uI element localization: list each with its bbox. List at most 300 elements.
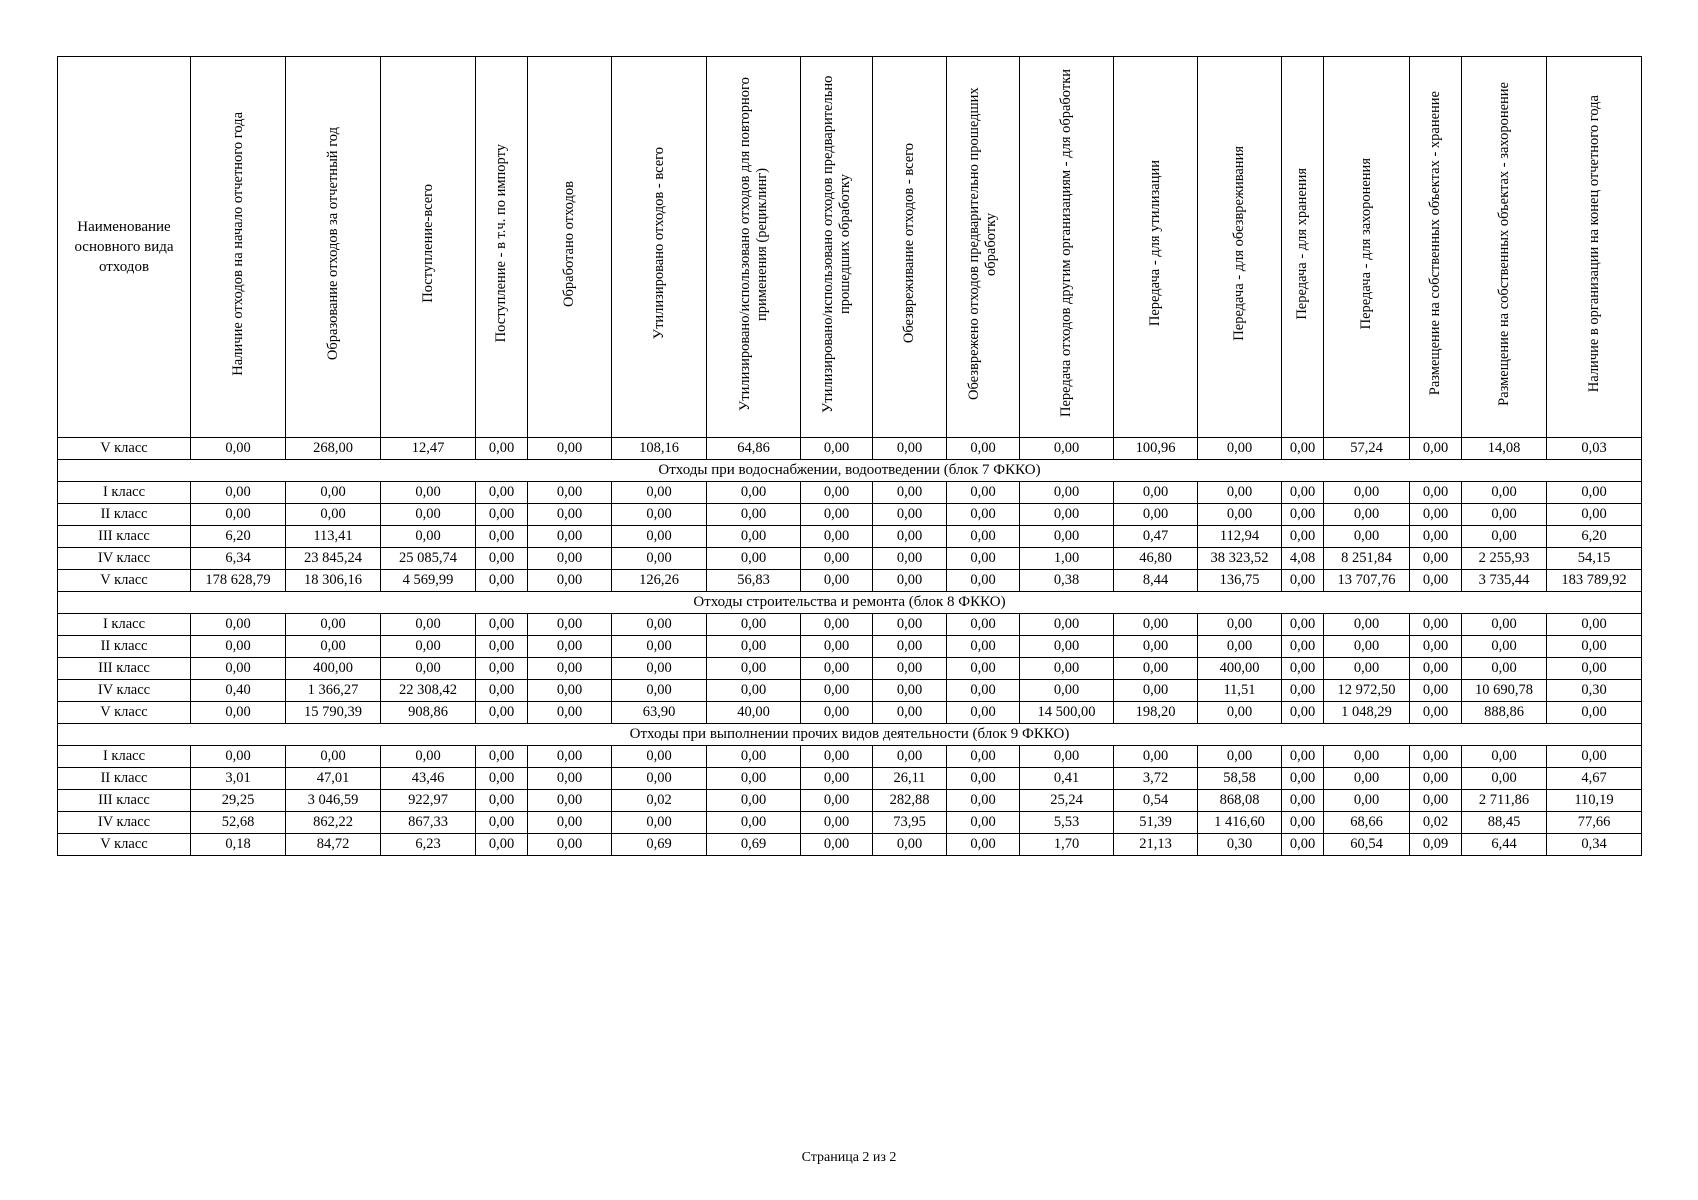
column-header: Поступление - в т.ч. по импорту	[476, 57, 528, 438]
table-cell: 0,00	[1324, 636, 1410, 658]
table-cell: 23 845,24	[286, 548, 381, 570]
table-cell: 0,00	[476, 768, 528, 790]
row-label: V класс	[58, 438, 191, 460]
table-cell: 126,26	[612, 570, 707, 592]
waste-report-table	[57, 56, 1642, 856]
table-cell: 14,08	[1462, 438, 1547, 460]
table-cell: 6,20	[191, 526, 286, 548]
table-cell: 13 707,76	[1324, 570, 1410, 592]
table-cell: 0,00	[528, 504, 612, 526]
table-cell: 0,00	[1462, 768, 1547, 790]
table-cell: 0,00	[1547, 504, 1642, 526]
table-cell: 0,00	[476, 504, 528, 526]
table-cell: 0,00	[1282, 504, 1324, 526]
table-cell: 0,02	[612, 790, 707, 812]
row-label: V класс	[58, 570, 191, 592]
table-cell: 0,00	[1462, 636, 1547, 658]
table-cell: 22 308,42	[381, 680, 476, 702]
table-cell: 888,86	[1462, 702, 1547, 724]
table-cell: 0,00	[191, 702, 286, 724]
column-header: Наличие отходов на начало отчетного года	[191, 57, 286, 438]
table-cell: 6,23	[381, 834, 476, 856]
table-cell: 0,00	[1410, 658, 1462, 680]
table-cell: 25 085,74	[381, 548, 476, 570]
table-cell: 0,00	[1462, 526, 1547, 548]
column-header: Утилизировано/использовано отходов для повторного применения (рециклинг)	[707, 57, 801, 438]
table-cell: 0,00	[286, 614, 381, 636]
table-cell: 0,00	[1324, 746, 1410, 768]
table-cell: 0,00	[381, 504, 476, 526]
table-cell: 183 789,92	[1547, 570, 1642, 592]
table-cell: 0,00	[528, 438, 612, 460]
column-header: Обработано отходов	[528, 57, 612, 438]
row-label: IV класс	[58, 548, 191, 570]
table-cell: 29,25	[191, 790, 286, 812]
table-cell: 0,00	[947, 482, 1020, 504]
table-cell: 0,00	[476, 548, 528, 570]
table-cell: 0,00	[1410, 614, 1462, 636]
table-cell: 0,00	[1198, 636, 1282, 658]
table-cell: 0,00	[873, 504, 947, 526]
table-cell: 0,00	[1547, 614, 1642, 636]
table-cell: 4 569,99	[381, 570, 476, 592]
table-cell: 922,97	[381, 790, 476, 812]
table-cell: 0,00	[873, 680, 947, 702]
table-row	[58, 482, 1642, 504]
table-cell: 0,00	[1114, 504, 1198, 526]
table-cell: 0,09	[1410, 834, 1462, 856]
table-cell: 0,00	[1547, 636, 1642, 658]
table-cell: 0,00	[476, 680, 528, 702]
table-cell: 0,00	[1198, 504, 1282, 526]
table-cell: 0,00	[873, 746, 947, 768]
table-cell: 0,00	[1020, 746, 1114, 768]
table-cell: 112,94	[1198, 526, 1282, 548]
table-cell: 0,00	[1020, 526, 1114, 548]
table-cell: 43,46	[381, 768, 476, 790]
table-cell: 2 255,93	[1462, 548, 1547, 570]
table-cell: 0,00	[528, 834, 612, 856]
table-cell: 0,41	[1020, 768, 1114, 790]
table-cell: 0,00	[191, 636, 286, 658]
table-cell: 0,30	[1198, 834, 1282, 856]
table-cell: 0,00	[286, 636, 381, 658]
table-cell: 0,00	[1324, 482, 1410, 504]
table-cell: 0,00	[1410, 746, 1462, 768]
table-cell: 0,00	[947, 768, 1020, 790]
table-cell: 0,00	[801, 636, 873, 658]
table-cell: 0,00	[947, 570, 1020, 592]
table-cell: 0,00	[1282, 438, 1324, 460]
table-cell: 0,00	[612, 658, 707, 680]
table-body	[58, 438, 1642, 856]
table-cell: 0,00	[1020, 482, 1114, 504]
table-cell: 0,00	[612, 746, 707, 768]
table-cell: 0,00	[1462, 746, 1547, 768]
table-cell: 0,00	[1410, 680, 1462, 702]
table-cell: 0,00	[801, 570, 873, 592]
table-cell: 0,00	[1282, 768, 1324, 790]
table-cell: 0,00	[1282, 658, 1324, 680]
table-cell: 0,00	[1020, 636, 1114, 658]
table-cell: 54,15	[1547, 548, 1642, 570]
table-cell: 12 972,50	[1324, 680, 1410, 702]
table-cell: 0,00	[1410, 482, 1462, 504]
table-cell: 57,24	[1324, 438, 1410, 460]
column-header: Передача - для обезвреживания	[1198, 57, 1282, 438]
table-cell: 0,00	[1324, 526, 1410, 548]
table-cell: 8 251,84	[1324, 548, 1410, 570]
table-cell: 0,00	[528, 526, 612, 548]
table-cell: 84,72	[286, 834, 381, 856]
table-cell: 136,75	[1198, 570, 1282, 592]
table-cell: 4,08	[1282, 548, 1324, 570]
table-cell: 0,00	[528, 570, 612, 592]
table-row	[58, 768, 1642, 790]
table-cell: 25,24	[1020, 790, 1114, 812]
section-title: Отходы при водоснабжении, водоотведении (блок 7 ФККО)	[58, 460, 1642, 482]
table-cell: 18 306,16	[286, 570, 381, 592]
table-cell: 0,00	[191, 614, 286, 636]
table-cell: 0,00	[1282, 702, 1324, 724]
table-cell: 47,01	[286, 768, 381, 790]
table-cell: 0,00	[801, 482, 873, 504]
table-cell: 51,39	[1114, 812, 1198, 834]
table-cell: 0,00	[801, 812, 873, 834]
table-cell: 0,00	[1020, 614, 1114, 636]
table-cell: 0,69	[612, 834, 707, 856]
table-cell: 0,00	[612, 548, 707, 570]
table-cell: 0,00	[1282, 680, 1324, 702]
table-cell: 0,00	[873, 636, 947, 658]
table-cell: 0,00	[1198, 702, 1282, 724]
table-cell: 0,00	[191, 746, 286, 768]
table-cell: 0,00	[947, 702, 1020, 724]
table-cell: 0,00	[612, 636, 707, 658]
column-header: Утилизировано/использовано отходов предварительно прошедших обработку	[801, 57, 873, 438]
table-cell: 0,00	[873, 658, 947, 680]
table-cell: 0,00	[707, 812, 801, 834]
table-cell: 12,47	[381, 438, 476, 460]
column-header: Наличие в организации на конец отчетного года	[1547, 57, 1642, 438]
table-cell: 0,00	[873, 548, 947, 570]
column-header: Обезвреживание отходов - всего	[873, 57, 947, 438]
table-cell: 0,00	[707, 746, 801, 768]
table-cell: 0,00	[1324, 658, 1410, 680]
table-cell: 0,00	[191, 658, 286, 680]
table-cell: 0,00	[381, 614, 476, 636]
section-title: Отходы при выполнении прочих видов деятельности (блок 9 ФККО)	[58, 724, 1642, 746]
table-cell: 0,00	[476, 438, 528, 460]
table-cell: 0,00	[1547, 746, 1642, 768]
table-cell: 0,00	[286, 504, 381, 526]
table-cell: 60,54	[1324, 834, 1410, 856]
table-row	[58, 658, 1642, 680]
column-header: Образование отходов за отчетный год	[286, 57, 381, 438]
table-cell: 0,00	[873, 526, 947, 548]
table-cell: 3 046,59	[286, 790, 381, 812]
table-cell: 0,00	[476, 834, 528, 856]
table-cell: 0,00	[612, 680, 707, 702]
column-header: Поступление-всего	[381, 57, 476, 438]
row-label: III класс	[58, 658, 191, 680]
table-cell: 113,41	[286, 526, 381, 548]
table-cell: 0,00	[612, 812, 707, 834]
table-cell: 0,00	[707, 680, 801, 702]
table-cell: 0,00	[947, 812, 1020, 834]
table-cell: 0,00	[1410, 504, 1462, 526]
table-cell: 1,00	[1020, 548, 1114, 570]
table-cell: 0,00	[476, 614, 528, 636]
table-cell: 0,00	[1410, 548, 1462, 570]
table-cell: 0,00	[707, 614, 801, 636]
table-cell: 3,01	[191, 768, 286, 790]
table-cell: 0,00	[191, 482, 286, 504]
table-row	[58, 636, 1642, 658]
table-row	[58, 790, 1642, 812]
table-cell: 68,66	[1324, 812, 1410, 834]
table-cell: 77,66	[1547, 812, 1642, 834]
table-cell: 0,00	[1410, 702, 1462, 724]
column-header: Обезврежено отходов предварительно прошедших обработку	[947, 57, 1020, 438]
table-cell: 0,00	[801, 746, 873, 768]
table-cell: 0,00	[801, 614, 873, 636]
row-label: II класс	[58, 504, 191, 526]
table-cell: 0,00	[707, 482, 801, 504]
table-cell: 0,34	[1547, 834, 1642, 856]
table-cell: 0,00	[947, 504, 1020, 526]
table-cell: 0,00	[1547, 702, 1642, 724]
table-cell: 0,00	[1282, 570, 1324, 592]
table-cell: 0,00	[801, 504, 873, 526]
table-cell: 0,00	[707, 548, 801, 570]
table-cell: 0,00	[947, 658, 1020, 680]
row-label: I класс	[58, 614, 191, 636]
table-cell: 0,00	[1198, 614, 1282, 636]
table-cell: 3 735,44	[1462, 570, 1547, 592]
table-cell: 0,00	[381, 482, 476, 504]
table-cell: 0,00	[947, 548, 1020, 570]
table-cell: 0,00	[381, 526, 476, 548]
table-cell: 0,00	[1282, 790, 1324, 812]
table-cell: 0,00	[528, 746, 612, 768]
column-header: Наименование основного вида отходов	[58, 57, 191, 438]
table-cell: 0,00	[801, 438, 873, 460]
table-cell: 0,00	[476, 702, 528, 724]
table-cell: 198,20	[1114, 702, 1198, 724]
section-title-row	[58, 724, 1642, 746]
table-cell: 0,00	[1462, 614, 1547, 636]
table-cell: 282,88	[873, 790, 947, 812]
table-cell: 6,44	[1462, 834, 1547, 856]
table-cell: 108,16	[612, 438, 707, 460]
row-label: II класс	[58, 636, 191, 658]
table-cell: 15 790,39	[286, 702, 381, 724]
row-label: V класс	[58, 702, 191, 724]
table-cell: 63,90	[612, 702, 707, 724]
table-cell: 0,00	[1114, 746, 1198, 768]
table-cell: 0,00	[381, 636, 476, 658]
table-cell: 0,00	[286, 482, 381, 504]
row-label: IV класс	[58, 812, 191, 834]
table-cell: 0,00	[873, 702, 947, 724]
table-cell: 0,00	[476, 526, 528, 548]
table-cell: 6,20	[1547, 526, 1642, 548]
table-cell: 11,51	[1198, 680, 1282, 702]
table-cell: 0,00	[947, 680, 1020, 702]
table-cell: 0,00	[1020, 658, 1114, 680]
table-cell: 0,38	[1020, 570, 1114, 592]
table-cell: 38 323,52	[1198, 548, 1282, 570]
table-cell: 908,86	[381, 702, 476, 724]
table-cell: 0,18	[191, 834, 286, 856]
section-title-row	[58, 592, 1642, 614]
row-label: III класс	[58, 526, 191, 548]
column-header: Размещение на собственных объектах - хранение	[1410, 57, 1462, 438]
table-cell: 0,00	[873, 482, 947, 504]
table-row	[58, 504, 1642, 526]
table-cell: 26,11	[873, 768, 947, 790]
table-cell: 400,00	[1198, 658, 1282, 680]
table-cell: 8,44	[1114, 570, 1198, 592]
table-row	[58, 702, 1642, 724]
table-cell: 0,00	[947, 614, 1020, 636]
table-cell: 0,00	[801, 790, 873, 812]
table-cell: 52,68	[191, 812, 286, 834]
row-label: II класс	[58, 768, 191, 790]
table-cell: 0,00	[801, 834, 873, 856]
table-cell: 0,00	[612, 504, 707, 526]
table-cell: 110,19	[1547, 790, 1642, 812]
table-cell: 46,80	[1114, 548, 1198, 570]
table-cell: 0,00	[1410, 570, 1462, 592]
table-cell: 1 048,29	[1324, 702, 1410, 724]
column-header: Утилизировано отходов - всего	[612, 57, 707, 438]
row-label: V класс	[58, 834, 191, 856]
table-cell: 0,00	[947, 746, 1020, 768]
row-label: III класс	[58, 790, 191, 812]
table-header-row	[58, 57, 1642, 438]
table-cell: 178 628,79	[191, 570, 286, 592]
table-cell: 2 711,86	[1462, 790, 1547, 812]
table-cell: 0,00	[801, 548, 873, 570]
table-cell: 0,00	[1410, 526, 1462, 548]
table-cell: 0,00	[1114, 680, 1198, 702]
table-cell: 0,00	[1462, 482, 1547, 504]
table-cell: 0,00	[1114, 658, 1198, 680]
table-cell: 21,13	[1114, 834, 1198, 856]
table-cell: 0,00	[947, 526, 1020, 548]
table-cell: 0,00	[947, 438, 1020, 460]
table-cell: 0,00	[1282, 834, 1324, 856]
table-row	[58, 438, 1642, 460]
table-cell: 0,00	[191, 504, 286, 526]
table-cell: 0,00	[1282, 812, 1324, 834]
column-header: Передача отходов другим организациям - для обработки	[1020, 57, 1114, 438]
table-cell: 0,00	[1282, 482, 1324, 504]
table-cell: 0,00	[801, 658, 873, 680]
table-cell: 0,00	[801, 768, 873, 790]
table-cell: 0,00	[1324, 504, 1410, 526]
table-cell: 0,00	[1114, 482, 1198, 504]
table-cell: 0,00	[191, 438, 286, 460]
table-row	[58, 680, 1642, 702]
table-cell: 0,00	[612, 614, 707, 636]
table-cell: 0,00	[528, 812, 612, 834]
section-title: Отходы строительства и ремонта (блок 8 ФККО)	[58, 592, 1642, 614]
table-cell: 5,53	[1020, 812, 1114, 834]
table-cell: 0,00	[1020, 680, 1114, 702]
table-cell: 0,00	[1462, 658, 1547, 680]
table-cell: 88,45	[1462, 812, 1547, 834]
table-row	[58, 812, 1642, 834]
table-cell: 40,00	[707, 702, 801, 724]
table-cell: 0,00	[801, 702, 873, 724]
table-cell: 867,33	[381, 812, 476, 834]
table-cell: 0,00	[528, 658, 612, 680]
table-row	[58, 834, 1642, 856]
table-cell: 64,86	[707, 438, 801, 460]
table-cell: 0,00	[528, 482, 612, 504]
table-cell: 0,00	[1020, 504, 1114, 526]
table-cell: 0,00	[1020, 438, 1114, 460]
table-cell: 0,00	[1198, 746, 1282, 768]
table-cell: 0,00	[947, 790, 1020, 812]
table-cell: 0,00	[1282, 746, 1324, 768]
table-row	[58, 570, 1642, 592]
table-cell: 0,00	[1410, 636, 1462, 658]
table-cell: 10 690,78	[1462, 680, 1547, 702]
table-cell: 0,00	[476, 790, 528, 812]
table-row	[58, 526, 1642, 548]
table-cell: 0,00	[612, 526, 707, 548]
table-cell: 0,02	[1410, 812, 1462, 834]
table-cell: 0,00	[801, 526, 873, 548]
table-cell: 0,00	[381, 746, 476, 768]
table-cell: 0,40	[191, 680, 286, 702]
section-title-row	[58, 460, 1642, 482]
table-cell: 4,67	[1547, 768, 1642, 790]
table-cell: 0,47	[1114, 526, 1198, 548]
column-header: Передача - для хранения	[1282, 57, 1324, 438]
table-cell: 0,00	[612, 482, 707, 504]
table-cell: 1 416,60	[1198, 812, 1282, 834]
table-cell: 0,00	[528, 636, 612, 658]
table-cell: 3,72	[1114, 768, 1198, 790]
table-cell: 0,00	[1410, 790, 1462, 812]
table-cell: 0,00	[286, 746, 381, 768]
table-cell: 0,00	[476, 636, 528, 658]
table-row	[58, 614, 1642, 636]
table-cell: 0,00	[873, 570, 947, 592]
table-cell: 0,00	[707, 790, 801, 812]
table-cell: 0,00	[707, 768, 801, 790]
table-cell: 0,00	[1282, 526, 1324, 548]
table-cell: 0,00	[1114, 614, 1198, 636]
table-cell: 0,00	[476, 570, 528, 592]
row-label: I класс	[58, 482, 191, 504]
table-cell: 862,22	[286, 812, 381, 834]
table-cell: 0,69	[707, 834, 801, 856]
table-cell: 0,00	[1198, 438, 1282, 460]
table-cell: 1,70	[1020, 834, 1114, 856]
row-label: I класс	[58, 746, 191, 768]
table-cell: 100,96	[1114, 438, 1198, 460]
table-cell: 0,00	[1324, 768, 1410, 790]
table-cell: 0,00	[707, 658, 801, 680]
table-cell: 0,00	[1282, 636, 1324, 658]
table-cell: 0,00	[476, 658, 528, 680]
